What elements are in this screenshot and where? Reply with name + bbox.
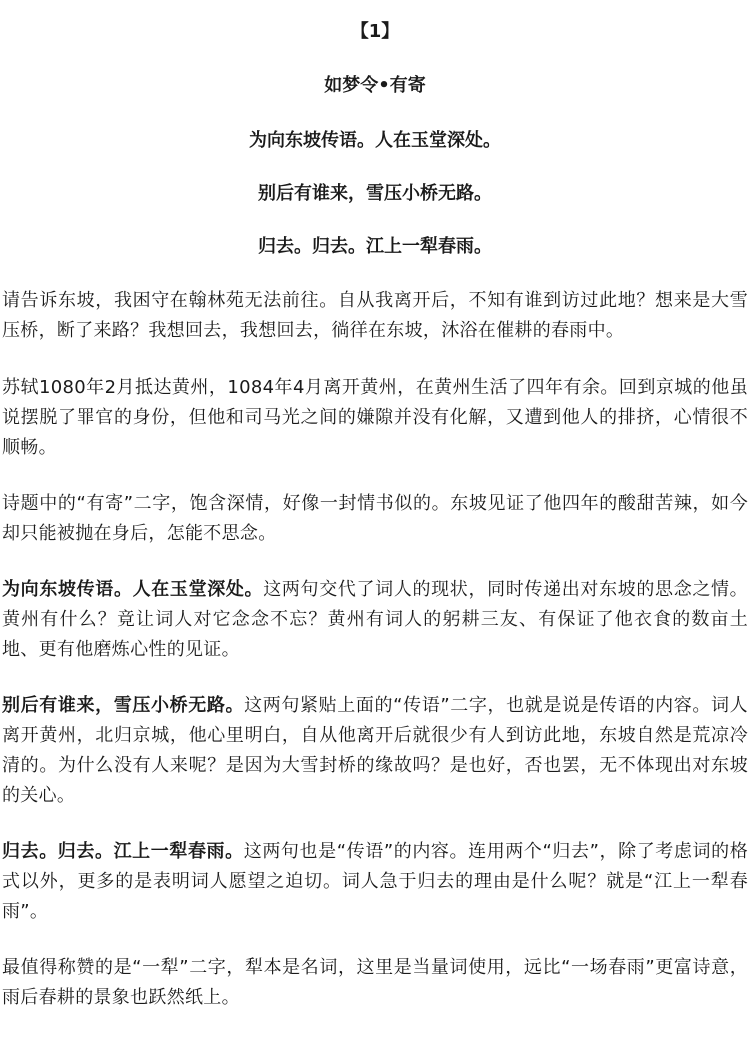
analysis-text-2: 这两句紧贴上面的“传语”二字，也就是说是传语的内容。词人离开黄州，北归京城，他心里明白，自从他离开后就很少有人到访此地，东坡自然是荒凉冷清的。为什么没有人来呢？是因为大雪封桥的缘故吗？是也好，否也罢，无不体现出对东坡的关心。 xyxy=(2,695,748,806)
paragraph-title-meaning: 诗题中的“有寄”二字，饱含深情，好像一封情书似的。东坡见证了他四年的酸甜苦辣，如今却只能被抛在身后，怎能不思念。 xyxy=(2,493,748,544)
paragraph-analysis-1 xyxy=(2,575,748,665)
poem-line-3: 归去。归去。江上一犁春雨。 xyxy=(258,236,492,257)
analysis-text-1: 这两句交代了词人的现状，同时传递出对东坡的思念之情。黄州有什么？竟让词人对它念念不忘？黄州有词人的躬耕三友、有保证了他衣食的数亩土地、更有他磨炼心性的见证。 xyxy=(2,579,748,660)
section-number: 【1】 xyxy=(350,21,400,42)
quoted-line-2: 别后有谁来，雪压小桥无路。 xyxy=(2,695,245,716)
paragraph-analysis-2 xyxy=(2,691,748,811)
paragraph-translation: 请告诉东坡，我困守在翰林苑无法前往。自从我离开后，不知有谁到访过此地？想来是大雪压桥，断了来路？我想回去，我想回去，徜徉在东坡，沐浴在催耕的春雨中。 xyxy=(2,290,748,341)
quoted-line-1: 为向东坡传语。人在玉堂深处。 xyxy=(2,579,264,600)
poem-line-2: 别后有谁来，雪压小桥无路。 xyxy=(258,183,492,204)
quoted-line-3: 归去。归去。江上一犁春雨。 xyxy=(2,841,244,862)
analysis-text-3: 这两句也是“传语”的内容。连用两个“归去”，除了考虑词的格式以外，更多的是表明词人愿望之迫切。词人急于归去的理由是什么呢？就是“江上一犁春雨”。 xyxy=(2,841,748,922)
paragraph-conclusion: 最值得称赞的是“一犁”二字，犁本是名词，这里是当量词使用，远比“一场春雨”更富诗意，雨后春耕的景象也跃然纸上。 xyxy=(2,957,748,1008)
paragraph-analysis-3 xyxy=(2,837,748,927)
paragraph-background: 苏轼1080年2月抵达黄州，1084年4月离开黄州，在黄州生活了四年有余。回到京城的他虽说摆脱了罪官的身份，但他和司马光之间的嫌隙并没有化解，又遭到他人的排挤，心情很不顺畅。 xyxy=(2,377,748,458)
poem-title: 如梦令•有寄 xyxy=(324,75,426,96)
poem-line-1: 为向东坡传语。人在玉堂深处。 xyxy=(249,130,501,151)
